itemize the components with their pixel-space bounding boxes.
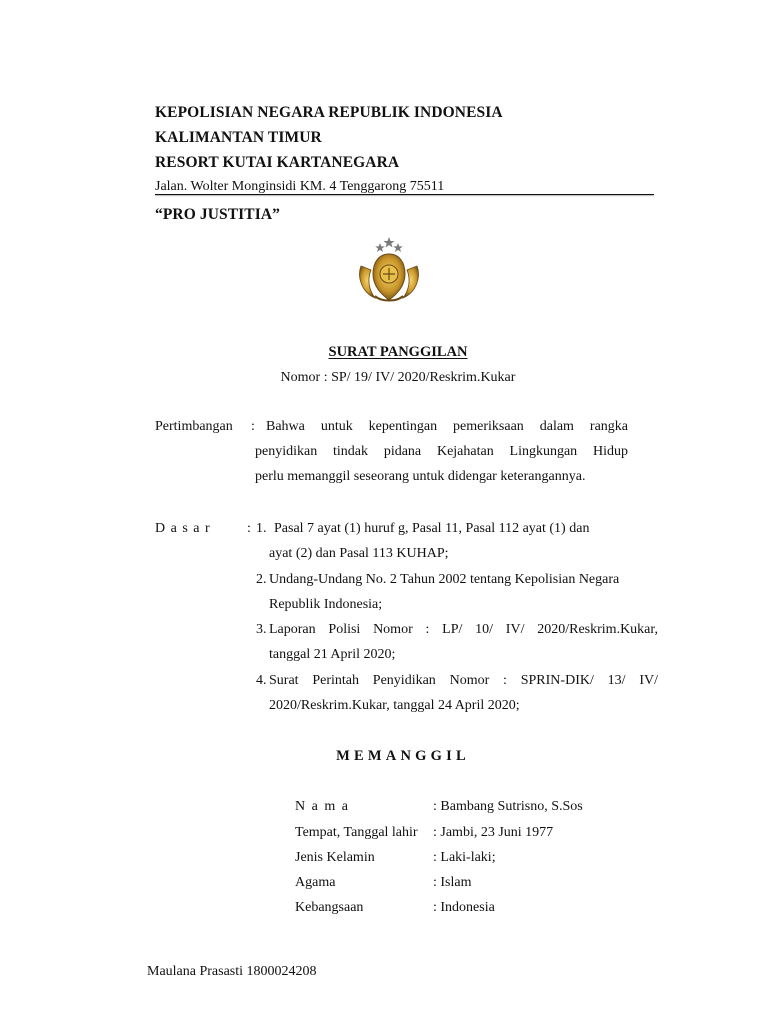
dasar-item-line: Surat Perintah Penyidikan Nomor : SPRIN-DIK/ 13/ IV/: [269, 673, 658, 688]
police-emblem-icon: [351, 236, 427, 304]
person-label-nama: N a m a: [295, 799, 350, 814]
person-label-gender: Jenis Kelamin: [295, 850, 375, 865]
dasar-item-line: Undang-Undang No. 2 Tahun 2002 tentang Kepolisian Negara: [269, 572, 620, 587]
dasar-item-num: 1.: [256, 521, 267, 536]
pertimbangan-line-3: perlu memanggil seseorang untuk didengar keterangannya.: [255, 469, 586, 484]
header-line-1: KEPOLISIAN NEGARA REPUBLIK INDONESIA: [155, 104, 503, 121]
person-label-ttl: Tempat, Tanggal lahir: [295, 825, 418, 840]
dasar-item-line: Pasal 7 ayat (1) huruf g, Pasal 11, Pasal 112 ayat (1) dan: [274, 521, 590, 536]
person-value-ttl: : Jambi, 23 Juni 1977: [433, 825, 554, 840]
pertimbangan-colon: :: [251, 419, 255, 434]
person-value-nama: : Bambang Sutrisno, S.Sos: [433, 799, 583, 814]
person-value-nationality: : Indonesia: [433, 900, 495, 915]
dasar-item-line: Laporan Polisi Nomor : LP/ 10/ IV/ 2020/Reskrim.Kukar,: [269, 622, 658, 637]
person-label-religion: Agama: [295, 875, 336, 890]
dasar-item-line: tanggal 21 April 2020;: [269, 647, 396, 662]
dasar-item-line: Republik Indonesia;: [269, 597, 383, 612]
address-underline: [155, 194, 654, 195]
person-value-gender: : Laki-laki;: [433, 850, 496, 865]
dasar-item-num: 2.: [256, 572, 267, 587]
pertimbangan-line-2: penyidikan tindak pidana Kejahatan Lingkungan Hidup: [255, 444, 628, 459]
pertimbangan-line-1: Bahwa untuk kepentingan pemeriksaan dalam rangka: [266, 419, 628, 434]
person-label-nationality: Kebangsaan: [295, 900, 364, 915]
header-address: Jalan. Wolter Monginsidi KM. 4 Tenggarong 75511: [155, 179, 445, 194]
dasar-item-num: 4.: [256, 673, 267, 688]
dasar-item-line: ayat (2) dan Pasal 113 KUHAP;: [269, 546, 449, 561]
pertimbangan-label: Pertimbangan: [155, 419, 233, 434]
memanggil-heading: MEMANGGIL: [336, 748, 470, 764]
dasar-item-num: 3.: [256, 622, 267, 637]
dasar-colon: :: [247, 521, 251, 536]
document-title: SURAT PANGGILAN: [328, 344, 468, 360]
dasar-label: D a s a r: [155, 521, 211, 536]
person-value-religion: : Islam: [433, 875, 472, 890]
header-line-2: KALIMANTAN TIMUR: [155, 129, 322, 146]
header-line-3: RESORT KUTAI KARTANEGARA: [155, 154, 400, 171]
footer-author: Maulana Prasasti 1800024208: [147, 964, 317, 979]
document-number: Nomor : SP/ 19/ IV/ 2020/Reskrim.Kukar: [280, 370, 516, 385]
dasar-item-line: 2020/Reskrim.Kukar, tanggal 24 April 2020;: [269, 698, 520, 713]
header-motto: “PRO JUSTITIA”: [155, 206, 280, 223]
